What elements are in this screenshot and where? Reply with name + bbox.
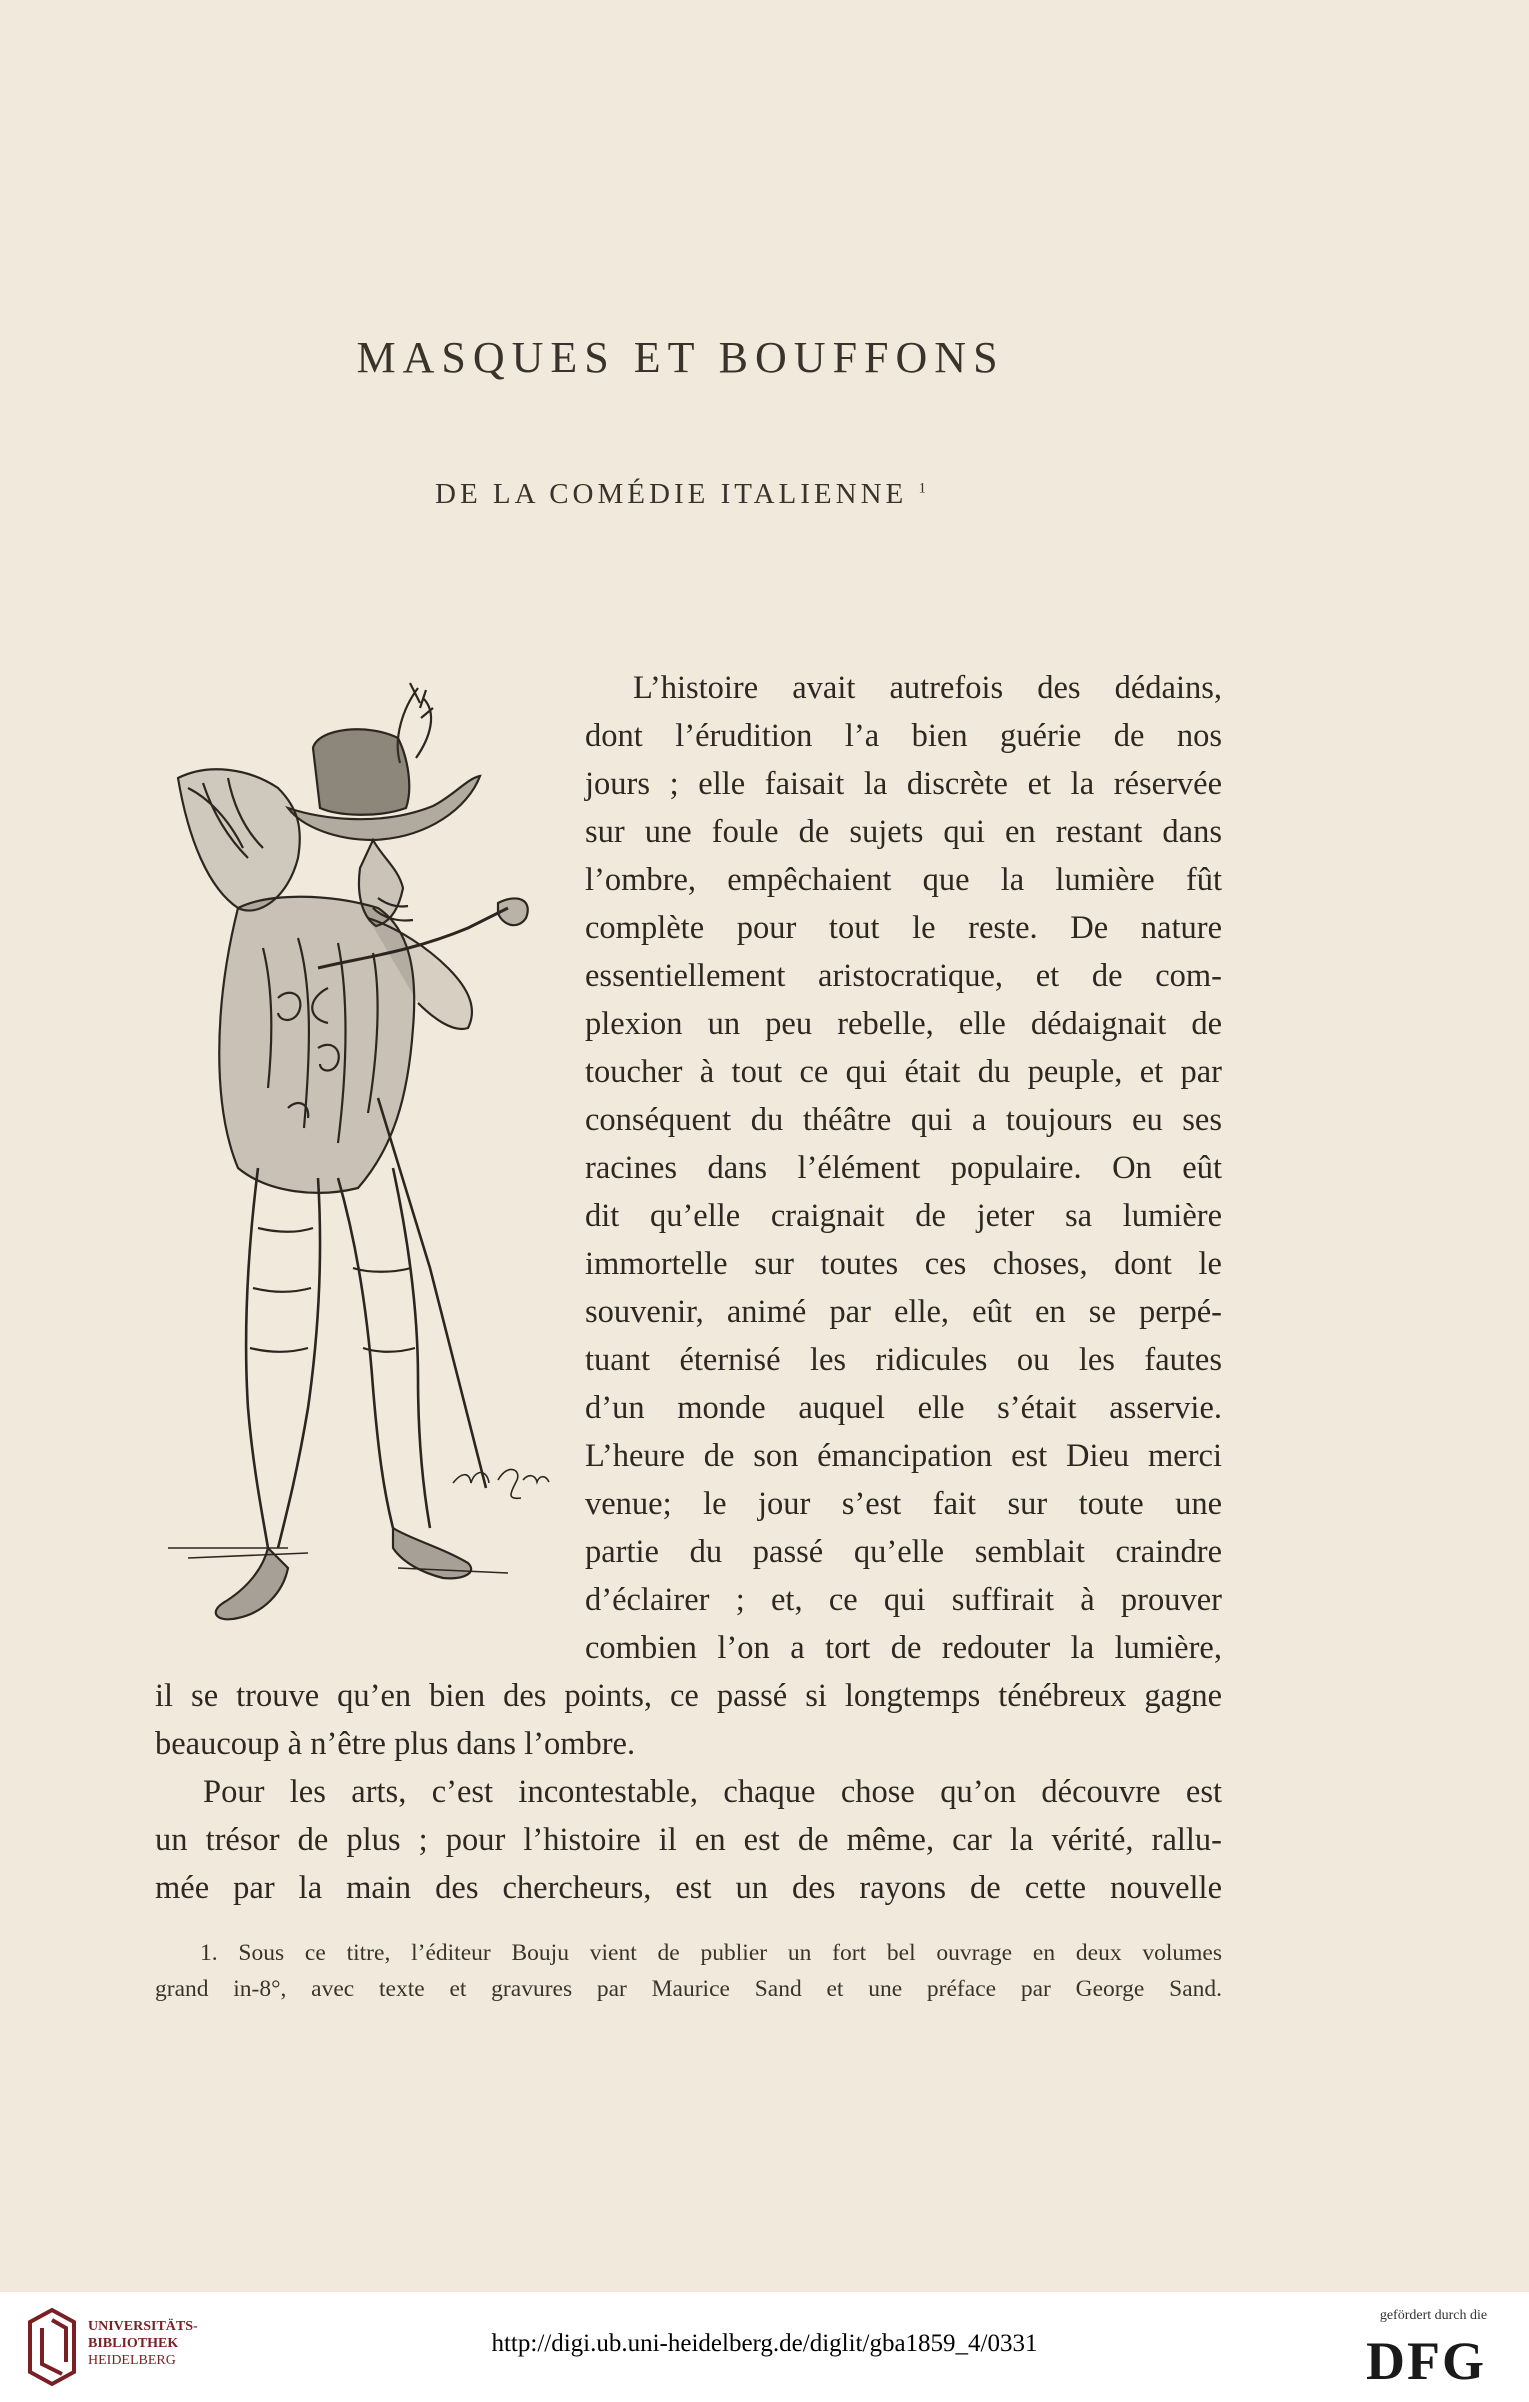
permalink-url[interactable]: http://digi.ub.uni-heidelberg.de/diglit/gba1859_4/0331 [491,2330,1038,2357]
page-subtitle [0,478,1361,511]
page-title: MASQUES ET BOUFFONS [356,333,1005,382]
body-line: L’histoire avait autrefois des dédains, [633,670,1222,706]
footnote-mark: 1 [918,480,926,497]
footnote-line: 1. Sous ce titre, l’éditeur Bouju vient de publier un fort bel ouvrage en deux volumes [200,1940,1222,1966]
body-line: conséquent du théâtre qui a toujours eu ses [585,1102,1222,1138]
body-line: souvenir, animé par elle, eût en se perpé- [585,1294,1222,1330]
body-line: tuant éternisé les ridicules ou les fautes [585,1342,1222,1378]
body-line: beaucoup à n’être plus dans l’ombre. [155,1726,636,1762]
body-line: sur une foule de sujets qui en restant dans [585,814,1222,850]
body-line: d’éclairer ; et, ce qui suffirait à prouver [585,1582,1222,1618]
body-line: un trésor de plus ; pour l’histoire il en est de même, car la vérité, rallu- [155,1822,1222,1858]
engraving-figure-icon [168,668,568,1648]
body-line: complète pour tout le reste. De nature [585,910,1222,946]
body-line: il se trouve qu’en bien des points, ce passé si longtemps ténébreux gagne [155,1678,1222,1714]
body-line: immortelle sur toutes ces choses, dont le [585,1246,1222,1282]
body-line: Pour les arts, c’est incontestable, chaque chose qu’on découvre est [203,1774,1222,1810]
body-line: venue; le jour s’est fait sur toute une [585,1486,1222,1522]
body-line: l’ombre, empêchaient que la lumière fût [585,862,1222,898]
dfg-logo-icon: DFG [1366,2331,1486,2391]
body-line: partie du passé qu’elle semblait craindre [585,1534,1222,1570]
body-line: d’un monde auquel elle s’était asservie. [585,1390,1222,1426]
body-line: toucher à tout ce qui était du peuple, et par [585,1054,1222,1090]
institution-line: HEIDELBERG [88,2353,176,2368]
body-line: mée par la main des chercheurs, est un des rayons de cette nouvelle [155,1870,1222,1906]
institution-line: UNIVERSITÄTS- [88,2319,198,2334]
body-line: racines dans l’élément populaire. On eût [585,1150,1222,1186]
footnote-line: grand in-8°, avec texte et gravures par Maurice Sand et une préface par George Sand. [155,1976,1222,2002]
subtitle-text: DE LA COMÉDIE ITALIENNE [435,478,908,510]
body-line: essentiellement aristocratique, et de com- [585,958,1222,994]
body-line: combien l’on a tort de redouter la lumière, [585,1630,1222,1666]
body-line: dit qu’elle craignait de jeter sa lumière [585,1198,1222,1234]
body-line: L’heure de son émancipation est Dieu merci [585,1438,1222,1474]
institution-line: BIBLIOTHEK [88,2336,179,2351]
body-line: jours ; elle faisait la discrète et la réservée [585,766,1222,802]
funding-label: gefördert durch die [1379,2308,1488,2323]
body-line: dont l’érudition l’a bien guérie de nos [585,718,1222,754]
body-line: plexion un peu rebelle, elle dédaignait de [585,1006,1222,1042]
